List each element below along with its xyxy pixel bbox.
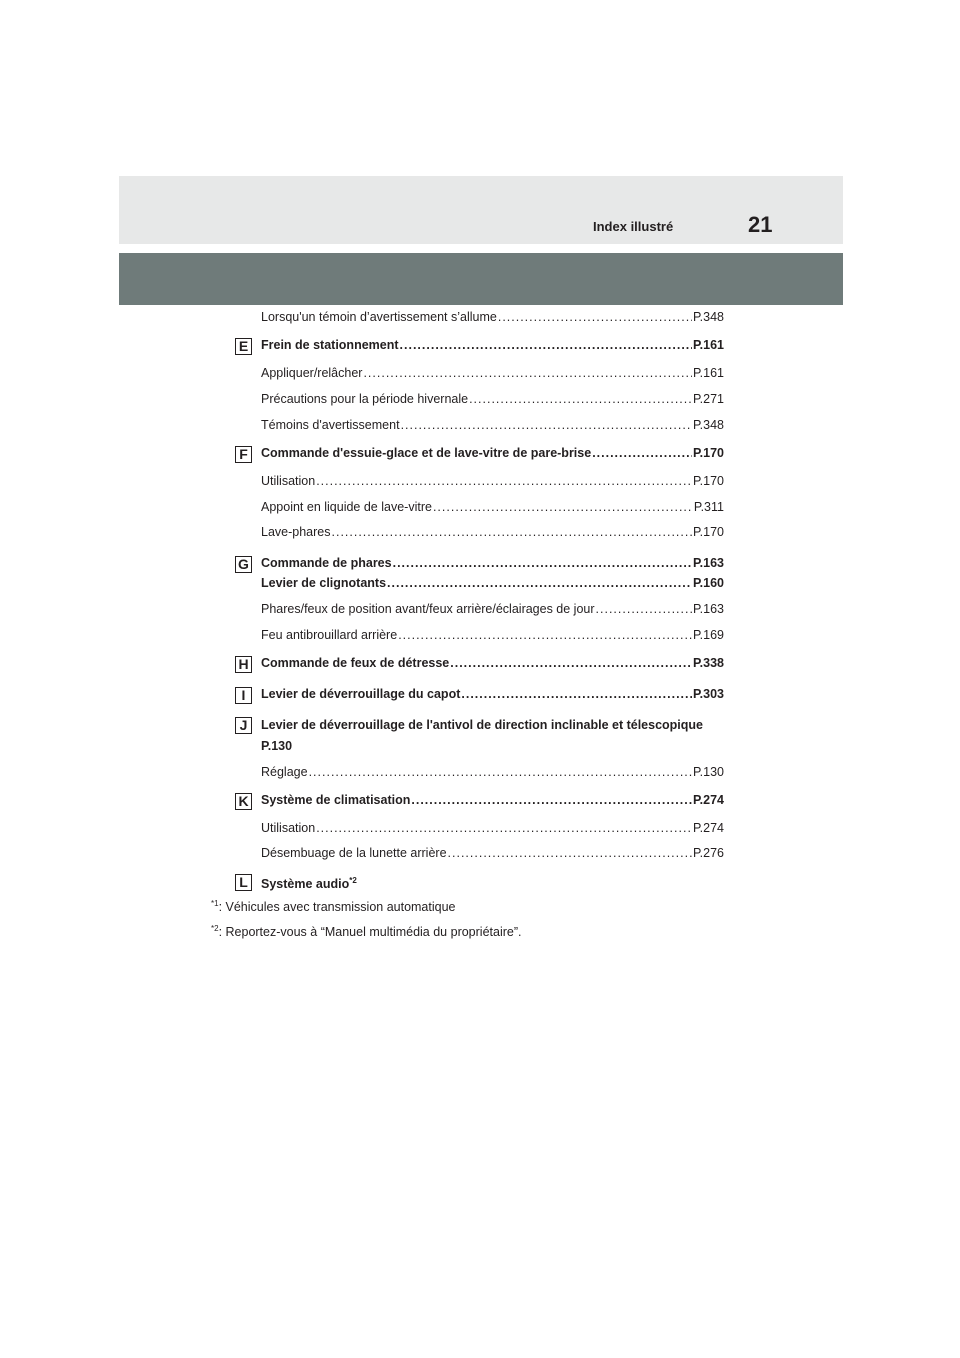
leader-dots	[450, 656, 692, 670]
leader-dots	[498, 310, 692, 324]
entry-page-ref[interactable]: P.271	[692, 392, 724, 406]
index-entry[interactable]	[261, 876, 357, 891]
index-entry[interactable]	[261, 628, 724, 646]
entry-label: Appoint en liquide de lave-vitre	[261, 500, 432, 514]
entry-label: Commande de phares	[261, 556, 392, 570]
index-entry[interactable]	[261, 602, 724, 620]
entry-label[interactable]: Levier de déverrouillage de l'antivol de direction inclinable et télescopique	[261, 718, 703, 732]
entry-label: Commande de feux de détresse	[261, 656, 450, 670]
index-entry[interactable]	[261, 446, 724, 464]
entry-label: Précautions pour la période hivernale	[261, 392, 469, 406]
letter-marker-h: H	[235, 656, 252, 673]
footnote	[211, 924, 521, 939]
index-entry[interactable]	[261, 474, 724, 492]
leader-dots	[400, 338, 692, 352]
footnote-mark: *2	[211, 924, 219, 933]
entry-label: Commande d'essuie-glace et de lave-vitre de pare-brise	[261, 446, 592, 460]
entry-page-ref[interactable]: P.130	[261, 739, 293, 753]
entry-page-ref[interactable]: P.303	[692, 687, 724, 701]
letter-marker-i: I	[235, 687, 252, 704]
index-entry[interactable]	[261, 846, 724, 864]
entry-page-ref[interactable]: P.274	[692, 793, 724, 807]
header-band	[119, 176, 843, 244]
index-entry[interactable]	[261, 687, 724, 705]
leader-dots	[469, 392, 692, 406]
entry-page-ref[interactable]: P.348	[692, 418, 724, 432]
entry-page-ref[interactable]: P.163	[692, 602, 724, 616]
letter-marker-f: F	[235, 446, 252, 463]
leader-dots	[592, 446, 692, 460]
entry-page-ref[interactable]: P.130	[692, 765, 724, 779]
letter-marker-g: G	[235, 556, 252, 573]
entry-page-ref[interactable]: P.160	[692, 576, 724, 590]
entry-label: Lave-phares	[261, 525, 331, 539]
index-entry[interactable]	[261, 821, 724, 839]
leader-dots	[316, 821, 692, 835]
entry-page-ref[interactable]: P.161	[692, 338, 724, 352]
entry-label: Appliquer/relâcher	[261, 366, 363, 380]
entry-label: Système audio	[261, 877, 350, 892]
entry-page-ref[interactable]: P.170	[692, 525, 724, 539]
index-entry[interactable]	[261, 576, 724, 594]
entry-label: Levier de clignotants	[261, 576, 387, 590]
leader-dots	[332, 525, 692, 539]
leader-dots	[363, 366, 691, 380]
footnote	[211, 899, 456, 914]
index-entry[interactable]	[261, 556, 724, 574]
index-entry[interactable]	[261, 656, 724, 674]
leader-dots	[461, 687, 692, 701]
leader-dots	[433, 500, 693, 514]
entry-page-ref[interactable]: P.161	[692, 366, 724, 380]
index-entry[interactable]	[261, 500, 724, 518]
entry-label: Utilisation	[261, 821, 316, 835]
entry-page-ref[interactable]: P.169	[692, 628, 724, 642]
leader-dots	[411, 793, 692, 807]
header-dark-band	[119, 253, 843, 305]
header-divider	[119, 244, 843, 253]
footnote-mark: *1	[211, 899, 219, 908]
leader-dots	[393, 556, 692, 570]
entry-page-ref[interactable]: P.338	[692, 656, 724, 670]
entry-page-ref[interactable]: P.348	[692, 310, 724, 324]
entry-label: Réglage	[261, 765, 308, 779]
letter-marker-e: E	[235, 338, 252, 355]
entry-page-ref[interactable]: P.170	[692, 446, 724, 460]
entry-page-ref[interactable]: P.276	[692, 846, 724, 860]
leader-dots	[401, 418, 692, 432]
entry-label: Phares/feux de position avant/feux arrière/éclairages de jour	[261, 602, 595, 616]
letter-marker-l: L	[235, 874, 252, 891]
entry-label: Lorsqu'un témoin d’avertissement s’allume	[261, 310, 497, 324]
leader-dots	[309, 765, 692, 779]
leader-dots	[316, 474, 692, 488]
index-entry[interactable]	[261, 366, 724, 384]
section-title: Index illustré	[593, 219, 674, 234]
index-entry[interactable]	[261, 765, 724, 783]
leader-dots	[398, 628, 692, 642]
entry-label: Feu antibrouillard arrière	[261, 628, 398, 642]
letter-marker-j: J	[235, 717, 252, 734]
entry-label: Levier de déverrouillage du capot	[261, 687, 461, 701]
footnote-ref: *2	[349, 876, 357, 885]
entry-page-ref[interactable]: P.311	[693, 500, 724, 514]
leader-dots	[596, 602, 692, 616]
leader-dots	[448, 846, 692, 860]
entry-label: Désembuage de la lunette arrière	[261, 846, 447, 860]
index-entry[interactable]	[261, 793, 724, 811]
index-entry[interactable]	[261, 418, 724, 436]
index-entry[interactable]	[261, 525, 724, 543]
entry-label: Système de climatisation	[261, 793, 411, 807]
letter-marker-k: K	[235, 793, 252, 810]
index-entry[interactable]	[261, 392, 724, 410]
entry-page-ref[interactable]: P.274	[692, 821, 724, 835]
index-entry[interactable]	[261, 310, 724, 328]
footnote-text: : Reportez-vous à “Manuel multimédia du propriétaire”.	[218, 925, 522, 940]
index-entry[interactable]	[261, 338, 724, 356]
entry-page-ref[interactable]: P.170	[692, 474, 724, 488]
entry-label: Témoins d'avertissement	[261, 418, 400, 432]
entry-label: Frein de stationnement	[261, 338, 399, 352]
entry-page-ref[interactable]: P.163	[692, 556, 724, 570]
entry-label: Utilisation	[261, 474, 316, 488]
leader-dots	[387, 576, 692, 590]
page-number: 21	[748, 212, 773, 237]
footnote-text: : Véhicules avec transmission automatique	[218, 900, 456, 915]
